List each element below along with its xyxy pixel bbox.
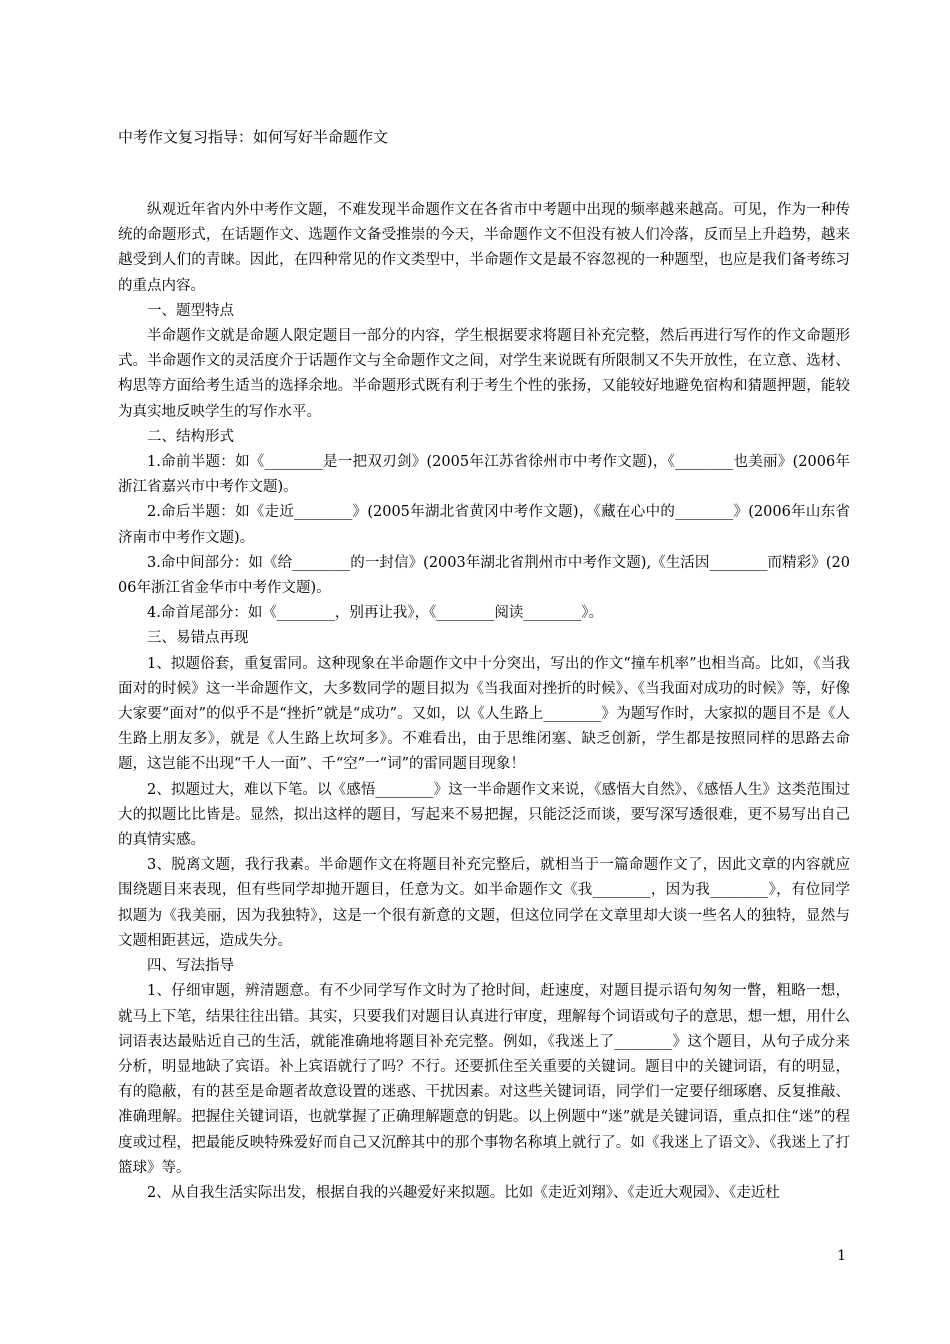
structure-item-1: 1.命前半题：如《________是一把双刃剑》(2005年江苏省徐州市中考作文题)，《________也美丽》(2006年浙江省嘉兴市中考作文题)。 bbox=[118, 454, 850, 496]
document-body bbox=[118, 198, 850, 1206]
mistake-paragraph-1: 1、拟题俗套，重复雷同。这种现象在半命题作文中十分突出，写出的作文“撞车机率”也相当高。比如，《当我面对的时候》这一半命题作文，大多数同学的题目拟为《当我面对挫折的时候》、《当我面对成功的时候》等，好像大家要“面对”的似乎不是“挫折”就是“成功”。又如，以《人生路上________》为题写作时，大家拟的题目不是《人生路上朋友多》，就是《人生路上坎坷多》。不难看出，由于思维闭塞、缺乏创新，学生都是按照同样的思路去命题，这岂能不出现“千人一面”、千“空”一“词”的雷同题目现象！ bbox=[118, 655, 850, 773]
structure-item-3: 3.命中间部分：如《给________的一封信》(2003年湖北省荆州市中考作文题),《生活因________而精彩》(2006年浙江省金华市中考作文题)。 bbox=[118, 554, 850, 597]
mistake-paragraph-2: 2、拟题过大，难以下笔。以《感悟________》这一半命题作文来说，《感悟大自然》、《感悟人生》这类范围过大的拟题比比皆是。显然，拟出这样的题目，写起来不易把握，只能泛泛而谈，要写深写透很难，更不易写出自己的真情实感。 bbox=[118, 781, 850, 849]
section-heading-structure: 二、结构形式 bbox=[147, 428, 234, 445]
guidance-paragraph-2: 2、从自我生活实际出发，根据自我的兴趣爱好来拟题。比如《走近刘翔》、《走近大观园》、《走近杜 bbox=[147, 1184, 780, 1201]
document-title: 中考作文复习指导：如何写好半命题作文 bbox=[118, 128, 389, 146]
features-paragraph: 半命题作文就是命题人限定题目一部分的内容，学生根据要求将题目补充完整，然后再进行写作的作文命题形式。半命题作文的灵活度介于话题作文与全命题作文之间，对学生来说既有所限制又不失开放性，在立意、选材、构思等方面给考生适当的选择余地。半命题形式既有利于考生个性的张扬，又能较好地避免宿构和猜题押题，能较为真实地反映学生的写作水平。 bbox=[118, 328, 850, 420]
page-number: 1 bbox=[837, 1248, 846, 1264]
structure-item-4: 4.命首尾部分：如《________，别再让我》，《________阅读________》。 bbox=[147, 605, 604, 622]
section-heading-features: 一、题型特点 bbox=[147, 302, 234, 319]
guidance-paragraph-1: 1、仔细审题，辨清题意。有不少同学写作文时为了抢时间，赶速度，对题目提示语句匆匆一瞥，粗略一想，就马上下笔，结果往往出错。其实，只要我们对题目认真进行审度，理解每个词语或句子的意思，想一想，用什么词语表达最贴近自己的生活，就能准确地将题目补充完整。例如，《我迷上了________》这个题目，从句子成分来分析，明显地缺了宾语。补上宾语就行了吗？不行。还要抓住至关重要的关键词。题目中的关键词语，有的明显，有的隐蔽，有的甚至是命题者故意设置的迷惑、干扰因素。对这些关键词语，同学们一定要仔细琢磨、反复推敲、准确理解。把握住关键词语，也就掌握了正确理解题意的钥匙。以上例题中“迷”就是关键词语，重点扣住“迷”的程度或过程，把最能反映特殊爱好而自己又沉醉其中的那个事物名称填上就行了。如《我迷上了语文》、《我迷上了打篮球》等。 bbox=[118, 983, 850, 1176]
structure-item-2: 2.命后半题：如《走近________》(2005年湖北省黄冈中考作文题)，《藏在心中的________》(2006年山东省济南市中考作文题)。 bbox=[118, 504, 850, 546]
mistake-paragraph-3: 3、脱离文题，我行我素。半命题作文在将题目补充完整后，就相当于一篇命题作文了，因此文章的内容就应围绕题目来表现，但有些同学却抛开题目，任意为文。如半命题作文《我________，因为我________》，有位同学拟题为《我美丽，因为我独特》，这是一个很有新意的文题，但这位同学在文章里却大谈一些名人的独特，显然与文题相距甚远，造成失分。 bbox=[118, 857, 850, 949]
section-heading-guidance: 四、写法指导 bbox=[147, 958, 234, 975]
intro-paragraph: 纵观近年省内外中考作文题，不难发现半命题作文在各省市中考题中出现的频率越来越高。可见，作为一种传统的命题形式，在话题作文、选题作文备受推崇的今天，半命题作文不但没有被人们冷落，反而呈上升趋势，越来越受到人们的青睐。因此，在四种常见的作文类型中，半命题作文是最不容忽视的一种题型，也应是我们备考练习的重点内容。 bbox=[118, 202, 850, 294]
section-heading-mistakes: 三、易错点再现 bbox=[147, 630, 249, 647]
